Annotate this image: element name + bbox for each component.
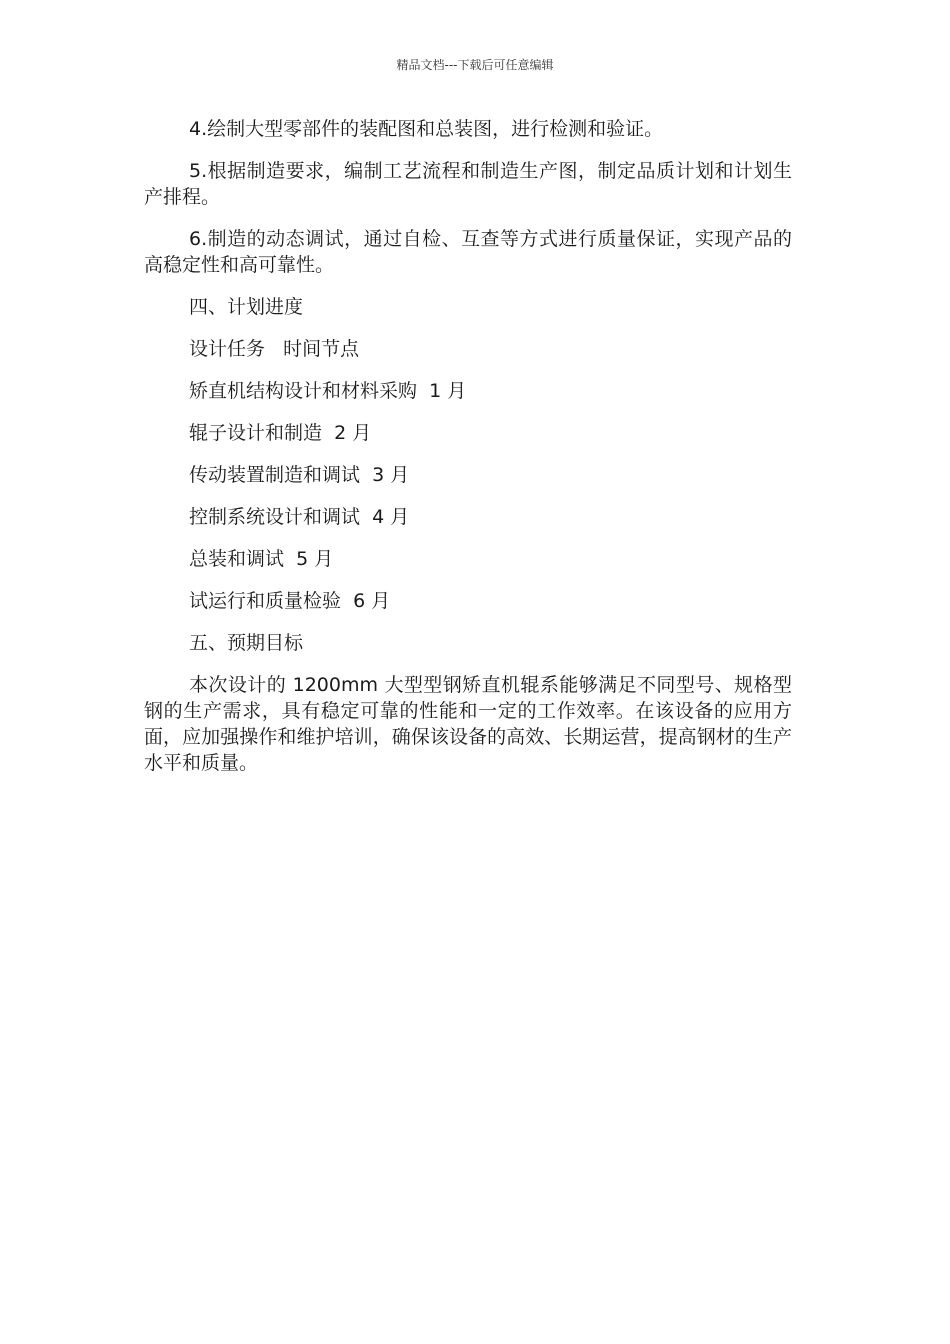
schedule-row: 辊子设计和制造 2 月 (189, 422, 372, 444)
paragraph-item-4: 4.绘制大型零部件的装配图和总装图，进行检测和验证。 (189, 118, 664, 140)
section-heading-schedule: 四、计划进度 (189, 296, 304, 318)
schedule-header-row: 设计任务 时间节点 (189, 338, 360, 360)
schedule-row: 试运行和质量检验 6 月 (189, 590, 391, 612)
schedule-row: 控制系统设计和调试 4 月 (189, 506, 410, 528)
schedule-row: 总装和调试 5 月 (189, 548, 334, 570)
goals-paragraph: 本次设计的 1200mm 大型型钢矫直机辊系能够满足不同型号、规格型钢的生产需求，具有稳定可靠的性能和一定的工作效率。在该设备的应用方面，应加强操作和维护培训，确保该设备的高效、长期运营，提高钢材的生产水平和质量。 (144, 674, 792, 774)
paragraph-item-5: 5.根据制造要求，编制工艺流程和制造生产图，制定品质计划和计划生产排程。 (144, 160, 792, 208)
schedule-row: 传动装置制造和调试 3 月 (189, 464, 410, 486)
page-header: 精品文档---下载后可任意编辑 (396, 58, 554, 72)
paragraph-item-6: 6.制造的动态调试，通过自检、互查等方式进行质量保证，实现产品的高稳定性和高可靠性。 (144, 228, 792, 276)
schedule-row: 矫直机结构设计和材料采购 1 月 (189, 380, 467, 402)
document-body (144, 116, 792, 792)
section-heading-goals: 五、预期目标 (189, 632, 304, 654)
